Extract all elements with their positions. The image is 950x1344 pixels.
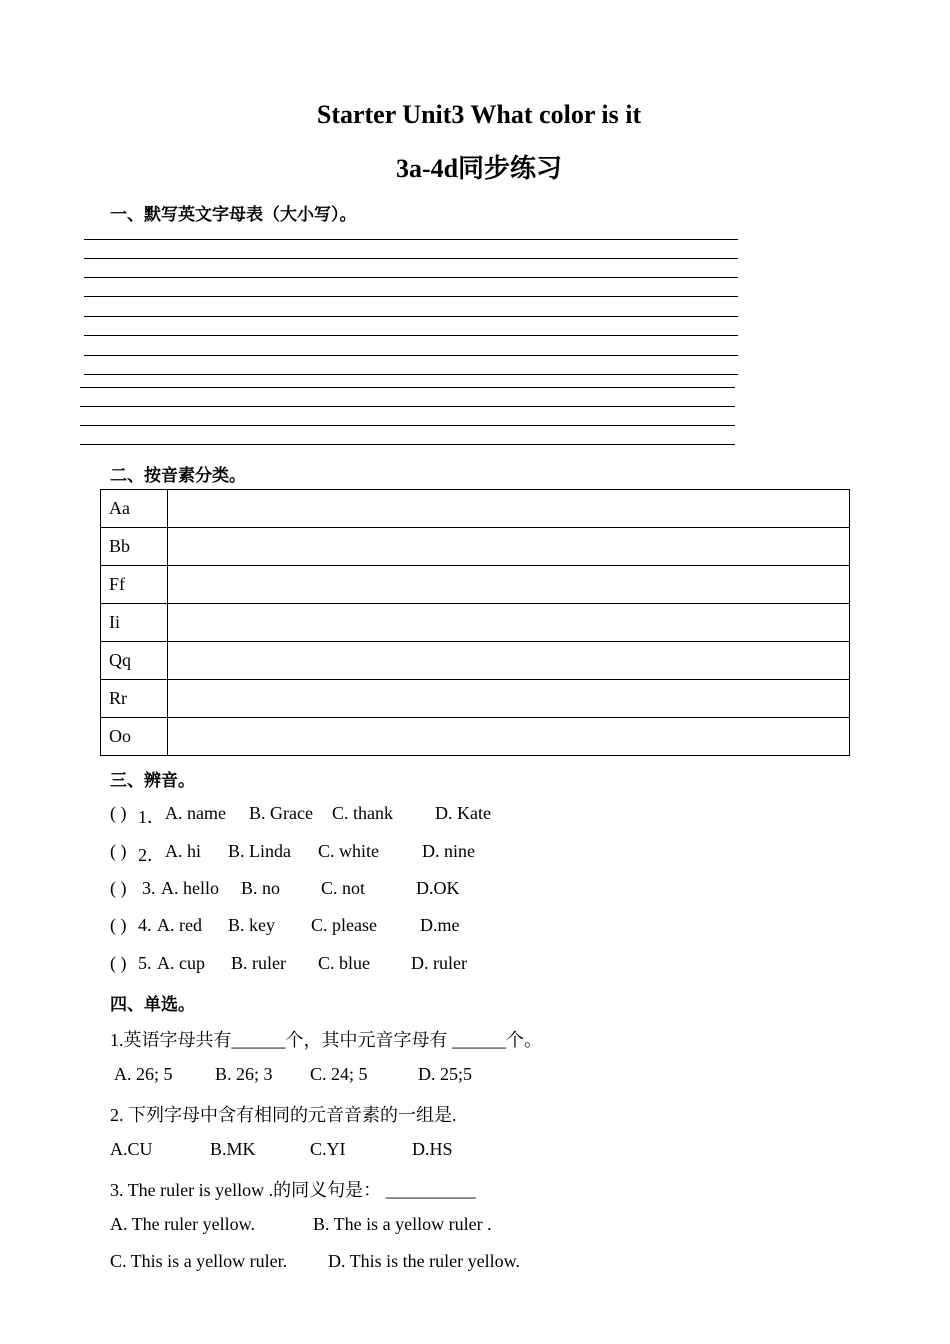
option-a[interactable]: A.CU	[110, 1139, 153, 1159]
writing-line[interactable]	[80, 387, 735, 388]
question-number: 2．	[138, 845, 165, 865]
option-c: C. white	[318, 841, 379, 861]
question-stem: 3. The ruler is yellow .的同义句是： __________	[110, 1180, 476, 1200]
writing-line[interactable]	[84, 316, 738, 317]
section3-heading: 三、辨音。	[110, 771, 195, 791]
writing-line[interactable]	[84, 296, 738, 297]
table-row	[101, 566, 850, 604]
option-d: D. Kate	[435, 803, 491, 823]
answer-bracket[interactable]: ( )	[110, 953, 127, 973]
letter-cell: Rr	[101, 680, 168, 718]
option-c: C. not	[321, 878, 366, 898]
page-subtitle: 3a-4d同步练习	[395, 154, 563, 183]
answer-cell[interactable]	[168, 490, 850, 528]
answer-bracket[interactable]: ( )	[110, 841, 127, 861]
option-a: A. cup	[157, 953, 205, 973]
option-b: B. key	[228, 915, 275, 935]
option-a: A. hello	[161, 878, 219, 898]
option-d: D. ruler	[411, 953, 467, 973]
table-row	[101, 490, 850, 528]
writing-line[interactable]	[80, 444, 735, 445]
question-stem: 2. 下列字母中含有相同的元音音素的一组是.	[110, 1105, 457, 1125]
letter-cell: Aa	[101, 490, 168, 528]
option-a: A. name	[165, 803, 226, 823]
option-b[interactable]: B.MK	[210, 1139, 256, 1159]
option-b[interactable]: B. The is a yellow ruler .	[313, 1214, 492, 1234]
letter-cell: Oo	[101, 718, 168, 756]
writing-line[interactable]	[84, 239, 738, 240]
writing-line[interactable]	[84, 335, 738, 336]
answer-cell[interactable]	[168, 566, 850, 604]
option-c[interactable]: C. This is a yellow ruler.	[110, 1251, 288, 1271]
question-number: 5.	[138, 953, 152, 973]
phoneme-table	[100, 489, 850, 756]
option-c: C. blue	[318, 953, 370, 973]
option-b: B. Grace	[249, 803, 313, 823]
table-row	[101, 528, 850, 566]
answer-bracket[interactable]: ( )	[110, 803, 127, 823]
option-d[interactable]: D. 25;5	[418, 1064, 472, 1084]
answer-cell[interactable]	[168, 642, 850, 680]
answer-cell[interactable]	[168, 604, 850, 642]
option-b: B. no	[241, 878, 281, 898]
table-row	[101, 680, 850, 718]
letter-cell: Ii	[101, 604, 168, 642]
question-stem: 1.英语字母共有______个，其中元音字母有 ______个。	[110, 1030, 542, 1050]
option-d: D. nine	[422, 841, 475, 861]
option-b: B. ruler	[231, 953, 286, 973]
section1-heading: 一、默写英文字母表（大小写）。	[110, 205, 357, 225]
option-a: A. red	[157, 915, 202, 935]
answer-cell[interactable]	[168, 718, 850, 756]
question-number: 1．	[138, 807, 165, 827]
section2-heading: 二、按音素分类。	[110, 466, 246, 486]
letter-cell: Ff	[101, 566, 168, 604]
option-c: C. please	[311, 915, 377, 935]
table-row	[101, 604, 850, 642]
writing-line[interactable]	[84, 355, 738, 356]
question-number: 3.	[142, 878, 156, 898]
option-d: D.OK	[416, 878, 460, 898]
writing-line[interactable]	[80, 406, 735, 407]
page-title: Starter Unit3 What color is it	[316, 100, 642, 129]
section4-heading: 四、单选。	[110, 995, 195, 1015]
option-d[interactable]: D.HS	[412, 1139, 453, 1159]
answer-bracket[interactable]: ( )	[110, 878, 127, 898]
option-c[interactable]: C. 24; 5	[310, 1064, 368, 1084]
option-a[interactable]: A. 26; 5	[114, 1064, 173, 1084]
answer-cell[interactable]	[168, 680, 850, 718]
table-row	[101, 642, 850, 680]
table-row	[101, 718, 850, 756]
writing-line[interactable]	[84, 277, 738, 278]
option-a[interactable]: A. The ruler yellow.	[110, 1214, 255, 1234]
option-c[interactable]: C.YI	[310, 1139, 346, 1159]
option-b: B. Linda	[228, 841, 291, 861]
writing-line[interactable]	[84, 258, 738, 259]
option-d[interactable]: D. This is the ruler yellow.	[328, 1251, 520, 1271]
answer-bracket[interactable]: ( )	[110, 915, 127, 935]
writing-line[interactable]	[80, 425, 735, 426]
question-number: 4.	[138, 915, 152, 935]
letter-cell: Qq	[101, 642, 168, 680]
option-d: D.me	[420, 915, 460, 935]
answer-cell[interactable]	[168, 528, 850, 566]
option-c: C. thank	[332, 803, 393, 823]
option-a: A. hi	[165, 841, 201, 861]
option-b[interactable]: B. 26; 3	[215, 1064, 273, 1084]
letter-cell: Bb	[101, 528, 168, 566]
writing-line[interactable]	[84, 374, 738, 375]
